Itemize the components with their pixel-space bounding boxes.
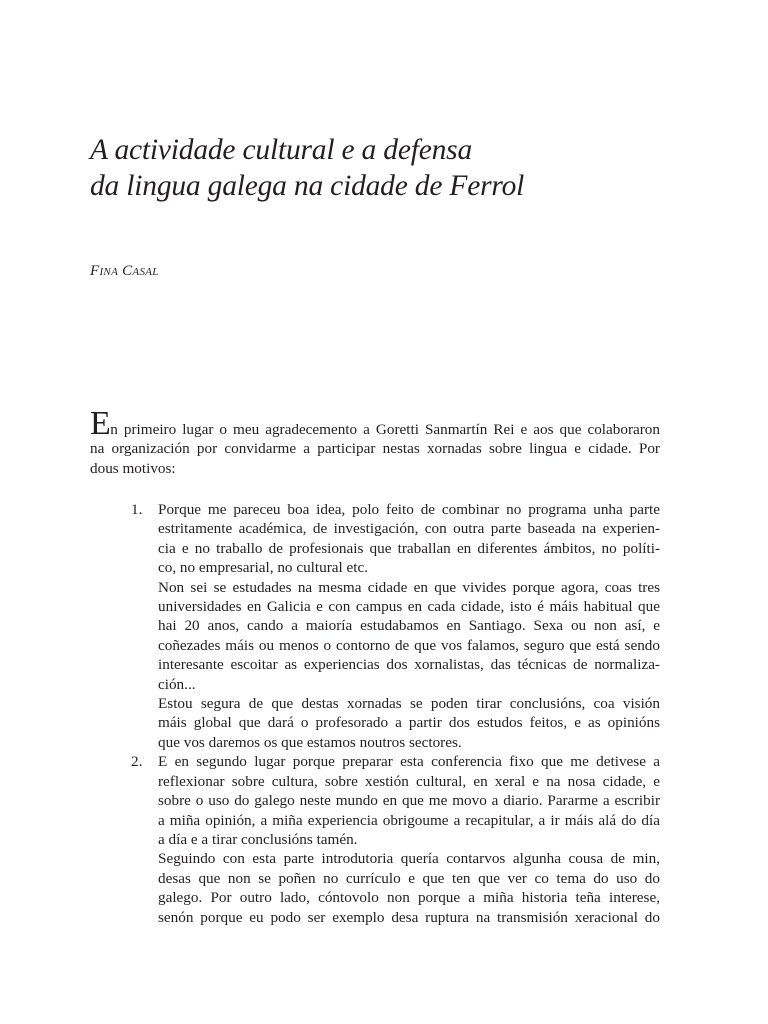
text-line: reflexionar sobre cultura, sobre xestión cultural, en xeral e na nosa cidade, e — [158, 772, 660, 790]
text-line: senón porque eu podo ser exemplo desa ruptura na transmisión xeracional do — [158, 908, 660, 926]
text-line: universidades en Galicia e con campus en cada cidade, isto é máis habitual que — [158, 598, 660, 616]
text-line: máis global que dará o profesorado a partir dos estudos feitos, e as opinións — [158, 714, 660, 732]
text-line: coñezades máis ou menos o contorno de que vos falamos, seguro que está sendo — [158, 636, 660, 654]
text-line: sobre o uso do galego neste mundo en que me movo a diario. Pararme a escribir — [158, 792, 660, 810]
title-line: A actividade cultural e a defensa — [90, 134, 472, 166]
text-line: co, no empresarial, no cultural etc. — [158, 559, 369, 577]
title-line: da lingua galega na cidade de Ferrol — [90, 170, 525, 202]
numbered-list — [131, 500, 660, 927]
text-line: interesante escoitar as experiencias dos xornalistas, das técnicas de normaliza- — [158, 656, 660, 674]
dropcap-letter: E — [90, 405, 111, 442]
text-line: Porque me pareceu boa idea, polo feito de combinar no programa unha parte — [158, 501, 660, 518]
text-line: a miña opinión, a miña experiencia obrigoume a recapitular, a ir máis alá do día — [158, 811, 660, 829]
text-line: cia e no traballo de profesionais que traballan en diferentes ámbitos, no políti- — [158, 539, 660, 557]
list-number: 1. — [131, 501, 143, 518]
text-line: ción... — [158, 675, 196, 693]
list-number: 2. — [131, 753, 143, 771]
intro-line — [90, 405, 660, 442]
text-line: Estou segura de que destas xornadas se poden tirar conclusións, coa visión — [158, 695, 660, 713]
list-paragraph — [158, 752, 660, 849]
text-line: E en segundo lugar porque preparar esta conferencia fixo que me detivese a — [158, 753, 660, 771]
list-paragraph — [158, 849, 660, 927]
intro-first-line-text: n primeiro lugar o meu agradecemento a Goretti Sanmartín Rei e aos que colaboraron — [110, 421, 660, 438]
text-line: Seguindo con esta parte introdutoria quería contarvos algunha cousa de min, — [158, 850, 660, 868]
intro-line: na organización por convidarme a participar nestas xornadas sobre lingua e cidade. Por — [90, 440, 660, 458]
text-line: desas que non se poñen no currículo e que ten que ver co tema do uso do — [158, 869, 660, 887]
text-line: estritamente académica, de investigación, con outra parte baseada na experien- — [158, 520, 660, 538]
text-line: galego. Por outro lado, cóntovolo non porque a miña historia teña interese, — [158, 889, 660, 907]
text-line: hai 20 anos, cando a maioría estudabamos en Santiago. Sexa ou non así, e — [158, 617, 660, 635]
list-paragraph — [158, 578, 660, 694]
list-item — [131, 500, 660, 752]
intro-paragraph — [90, 405, 660, 478]
text-line: que vos daremos os que estamos noutros sectores. — [158, 733, 462, 751]
article-author: Fina Casal — [90, 263, 159, 279]
text-line: Non sei se estudades na mesma cidade en que vivides porque agora, coas tres — [158, 578, 660, 596]
list-paragraph — [158, 694, 660, 752]
intro-line: dous motivos: — [90, 459, 176, 477]
article-title — [90, 132, 690, 204]
list-item — [131, 752, 660, 927]
text-line: a día e a tirar conclusións tamén. — [158, 830, 358, 848]
list-paragraph — [158, 500, 660, 578]
